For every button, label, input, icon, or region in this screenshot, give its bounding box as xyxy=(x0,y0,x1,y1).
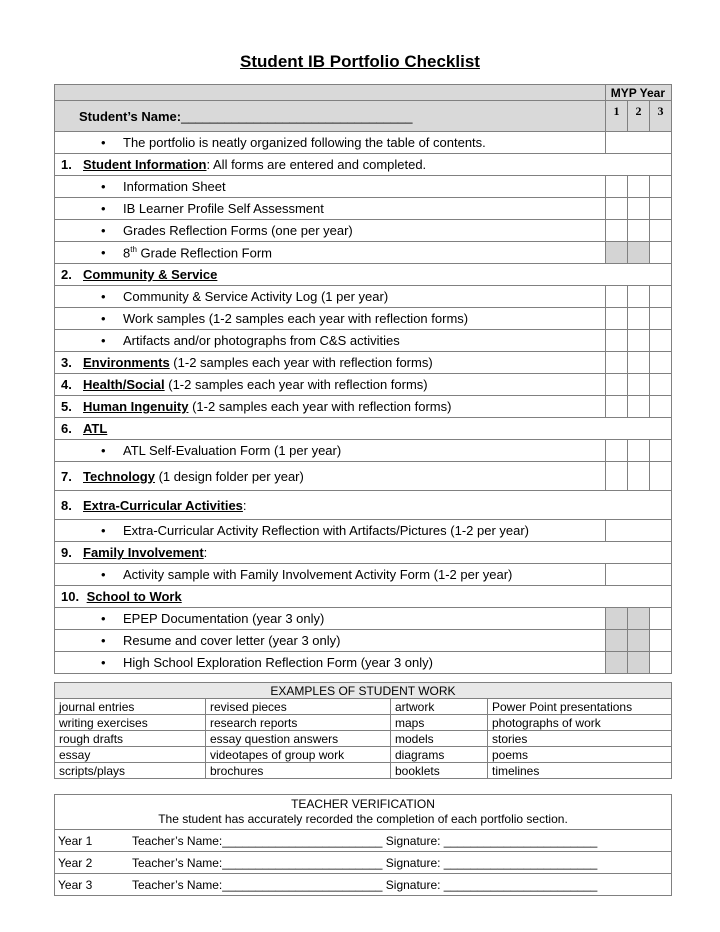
verification-row-year-3: Year 3 Teacher’s Name:________________________ Signature: _______________________ xyxy=(55,874,672,896)
checkbox-cell[interactable] xyxy=(628,330,650,352)
section-school-to-work: 10. School to Work xyxy=(55,586,672,608)
checkbox-cell[interactable] xyxy=(650,352,672,374)
disabled-cell xyxy=(606,652,628,674)
year-1-header: 1 xyxy=(606,101,628,132)
signature-field[interactable]: Signature: _______________________ xyxy=(382,877,598,892)
table-row: rough drafts essay question answers models stories xyxy=(55,731,672,747)
section-student-information: 1. Student Information: All forms are entered and completed. xyxy=(55,154,672,176)
checkbox-cell[interactable] xyxy=(606,352,628,374)
checkbox-cell[interactable] xyxy=(650,330,672,352)
verification-row-year-1: Year 1 Teacher’s Name:________________________ Signature: _______________________ xyxy=(55,830,672,852)
table-row: writing exercises research reports maps photographs of work xyxy=(55,715,672,731)
disabled-cell xyxy=(606,630,628,652)
teacher-name-field[interactable]: Teacher’s Name:________________________ xyxy=(132,877,383,892)
checkbox-cell[interactable] xyxy=(606,286,628,308)
checkbox-cell[interactable] xyxy=(628,462,650,491)
table-row: journal entries revised pieces artwork Power Point presentations xyxy=(55,699,672,715)
checkbox-cell[interactable] xyxy=(628,198,650,220)
disabled-cell xyxy=(606,242,628,264)
checklist-item: • Activity sample with Family Involvement Activity Form (1-2 per year) xyxy=(55,564,672,586)
table-row: essay videotapes of group work diagrams poems xyxy=(55,747,672,763)
year-2-header: 2 xyxy=(628,101,650,132)
checkbox-cell[interactable] xyxy=(650,396,672,418)
verification-row-year-2: Year 2 Teacher’s Name:________________________ Signature: _______________________ xyxy=(55,852,672,874)
checkbox-cell[interactable] xyxy=(606,374,628,396)
checkbox-cell[interactable] xyxy=(650,198,672,220)
disabled-cell xyxy=(628,630,650,652)
year-3-header: 3 xyxy=(650,101,672,132)
checklist-item: • 8th Grade Reflection Form xyxy=(55,242,672,264)
checkbox-cell[interactable] xyxy=(628,396,650,418)
examples-table xyxy=(54,682,672,779)
section-health-social: 4. Health/Social (1-2 samples each year with reflection forms) xyxy=(55,374,672,396)
section-atl: 6. ATL xyxy=(55,418,672,440)
teacher-name-field[interactable]: Teacher’s Name:________________________ xyxy=(132,833,383,848)
section-extra-curricular: 8. Extra-Curricular Activities: xyxy=(55,491,672,520)
verification-subheading: The student has accurately recorded the completion of each portfolio section. xyxy=(158,812,568,826)
checkbox-cell[interactable] xyxy=(606,396,628,418)
checkbox-cell[interactable] xyxy=(606,132,672,154)
examples-heading: EXAMPLES OF STUDENT WORK xyxy=(55,683,672,699)
checkbox-cell[interactable] xyxy=(606,520,672,542)
table-row: scripts/plays brochures booklets timelines xyxy=(55,763,672,779)
checkbox-cell[interactable] xyxy=(606,564,672,586)
teacher-verification-table xyxy=(54,794,672,896)
checkbox-cell[interactable] xyxy=(628,308,650,330)
checklist-item: • Grades Reflection Forms (one per year) xyxy=(55,220,672,242)
checkbox-cell[interactable] xyxy=(606,198,628,220)
verification-heading: TEACHER VERIFICATION xyxy=(291,797,435,811)
checklist-item: • EPEP Documentation (year 3 only) xyxy=(55,608,672,630)
checkbox-cell[interactable] xyxy=(628,440,650,462)
checkbox-cell[interactable] xyxy=(628,286,650,308)
section-community-service: 2. Community & Service xyxy=(55,264,672,286)
checklist-item: • The portfolio is neatly organized following the table of contents. xyxy=(55,132,672,154)
checkbox-cell[interactable] xyxy=(606,308,628,330)
checklist-item: • High School Exploration Reflection Form (year 3 only) xyxy=(55,652,672,674)
checkbox-cell[interactable] xyxy=(650,462,672,491)
checklist-item: • ATL Self-Evaluation Form (1 per year) xyxy=(55,440,672,462)
checkbox-cell[interactable] xyxy=(650,374,672,396)
disabled-cell xyxy=(628,608,650,630)
checkbox-cell[interactable] xyxy=(650,220,672,242)
disabled-cell xyxy=(606,608,628,630)
section-environments: 3. Environments (1-2 samples each year with reflection forms) xyxy=(55,352,672,374)
checklist-item: • Artifacts and/or photographs from C&S activities xyxy=(55,330,672,352)
checkbox-cell[interactable] xyxy=(628,374,650,396)
portfolio-checklist-table xyxy=(54,84,672,674)
disabled-cell xyxy=(628,652,650,674)
checkbox-cell[interactable] xyxy=(650,176,672,198)
checkbox-cell[interactable] xyxy=(650,242,672,264)
checklist-item: • Work samples (1-2 samples each year with reflection forms) xyxy=(55,308,672,330)
checklist-item: • Community & Service Activity Log (1 per year) xyxy=(55,286,672,308)
checkbox-cell[interactable] xyxy=(606,176,628,198)
checklist-item: • Information Sheet xyxy=(55,176,672,198)
verification-header xyxy=(55,795,672,830)
checkbox-cell[interactable] xyxy=(650,608,672,630)
checkbox-cell[interactable] xyxy=(650,308,672,330)
myp-year-header: MYP Year xyxy=(606,85,672,101)
section-human-ingenuity: 5. Human Ingenuity (1-2 samples each year with reflection forms) xyxy=(55,396,672,418)
checkbox-cell[interactable] xyxy=(650,652,672,674)
checkbox-cell[interactable] xyxy=(606,330,628,352)
checkbox-cell[interactable] xyxy=(628,352,650,374)
checklist-item: • Extra-Curricular Activity Reflection with Artifacts/Pictures (1-2 per year) xyxy=(55,520,672,542)
checkbox-cell[interactable] xyxy=(606,220,628,242)
section-technology: 7. Technology (1 design folder per year) xyxy=(55,462,672,491)
student-name-field[interactable]: Student’s Name:________________________________ xyxy=(55,101,606,132)
disabled-cell xyxy=(628,242,650,264)
checkbox-cell[interactable] xyxy=(606,440,628,462)
checkbox-cell[interactable] xyxy=(606,462,628,491)
checkbox-cell[interactable] xyxy=(650,440,672,462)
checklist-item: • IB Learner Profile Self Assessment xyxy=(55,198,672,220)
signature-field[interactable]: Signature: _______________________ xyxy=(382,855,598,870)
checklist-item: • Resume and cover letter (year 3 only) xyxy=(55,630,672,652)
page-title: Student IB Portfolio Checklist xyxy=(240,52,480,71)
signature-field[interactable]: Signature: _______________________ xyxy=(382,833,598,848)
section-family-involvement: 9. Family Involvement: xyxy=(55,542,672,564)
checkbox-cell[interactable] xyxy=(650,286,672,308)
checkbox-cell[interactable] xyxy=(650,630,672,652)
teacher-name-field[interactable]: Teacher’s Name:________________________ xyxy=(132,855,383,870)
checkbox-cell[interactable] xyxy=(628,176,650,198)
checkbox-cell[interactable] xyxy=(628,220,650,242)
